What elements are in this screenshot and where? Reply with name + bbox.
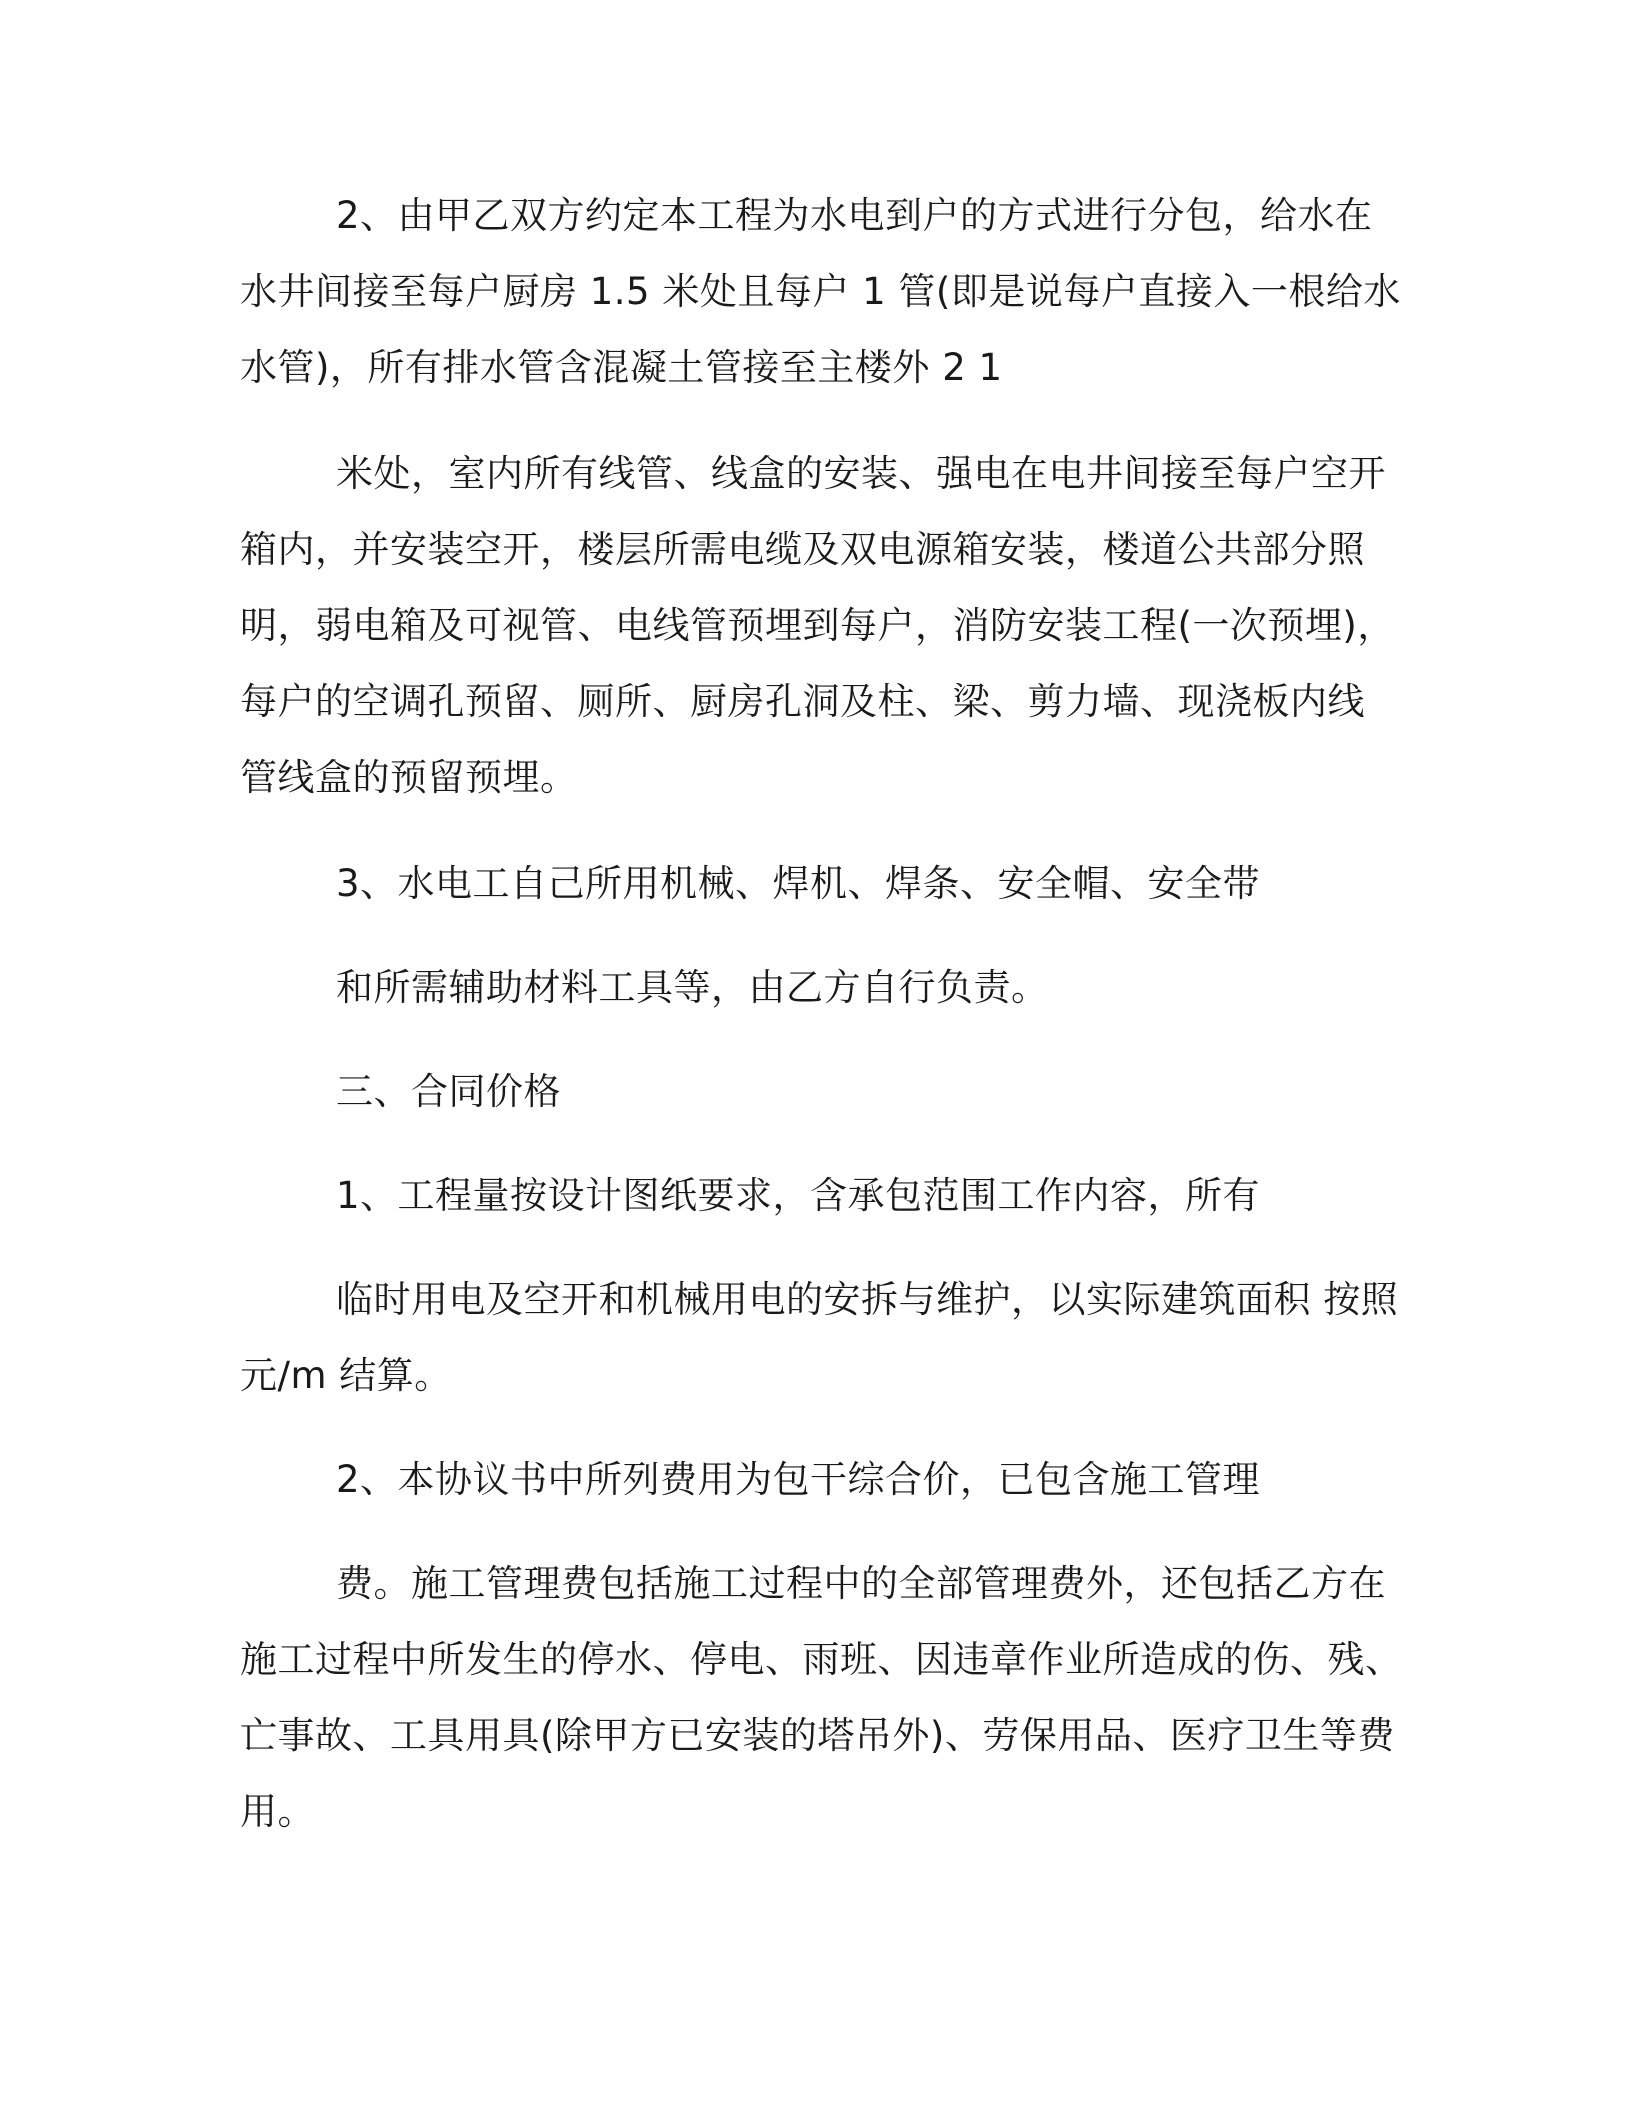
- section-heading-contract-price: [240, 1054, 1390, 1130]
- paragraph-management-fee: [240, 1546, 1403, 1850]
- text-line: 施工过程中所发生的停水、停电、雨班、因违章作业所造成的伤、残、: [240, 1638, 1403, 1681]
- text-line: 1、工程量按设计图纸要求，含承包范围工作内容，所有: [336, 1174, 1261, 1217]
- paragraph-lump-sum: [240, 1442, 1390, 1518]
- text-line: 和所需辅助材料工具等，由乙方自行负责。: [336, 966, 1049, 1009]
- text-line: 临时用电及空开和机械用电的安拆与维护，以实际建筑面积 按照: [336, 1278, 1399, 1321]
- text-line: 三、合同价格: [336, 1070, 561, 1113]
- text-line: 亡事故、工具用具(除甲方已安装的塔吊外)、劳保用品、医疗卫生等费: [240, 1714, 1395, 1757]
- text-line: 3、水电工自己所用机械、焊机、焊条、安全帽、安全带: [336, 862, 1261, 905]
- text-line: 元/m 结算。: [240, 1354, 452, 1397]
- paragraph-tools-continued: [240, 950, 1390, 1026]
- paragraph-quantity: [240, 1158, 1390, 1234]
- text-line: 明，弱电箱及可视管、电线管预埋到每户，消防安装工程(一次预埋)，: [240, 604, 1395, 647]
- paragraph-electric-scope: [240, 436, 1395, 816]
- text-line: 管线盒的预留预埋。: [240, 756, 578, 799]
- text-line: 2、本协议书中所列费用为包干综合价，已包含施工管理: [336, 1458, 1261, 1501]
- paragraph-temporary-power: [240, 1262, 1399, 1414]
- text-line: 费。施工管理费包括施工过程中的全部管理费外，还包括乙方在: [336, 1562, 1386, 1605]
- text-line: 米处，室内所有线管、线盒的安装、强电在电井间接至每户空开: [336, 452, 1386, 495]
- text-line: 箱内，并安装空开，楼层所需电缆及双电源箱安装，楼道公共部分照: [240, 528, 1365, 571]
- paragraph-water-scope: [240, 178, 1401, 406]
- text-line: 2、由甲乙双方约定本工程为水电到户的方式进行分包，给水在: [336, 194, 1373, 237]
- text-line: 每户的空调孔预留、厕所、厨房孔洞及柱、梁、剪力墙、现浇板内线: [240, 680, 1365, 723]
- text-line: 水管)，所有排水管含混凝土管接至主楼外 2 1: [240, 346, 1003, 389]
- text-line: 水井间接至每户厨房 1.5 米处且每户 1 管(即是说每户直接入一根给水: [240, 270, 1401, 313]
- paragraph-tools: [240, 846, 1390, 922]
- text-line: 用。: [240, 1790, 315, 1833]
